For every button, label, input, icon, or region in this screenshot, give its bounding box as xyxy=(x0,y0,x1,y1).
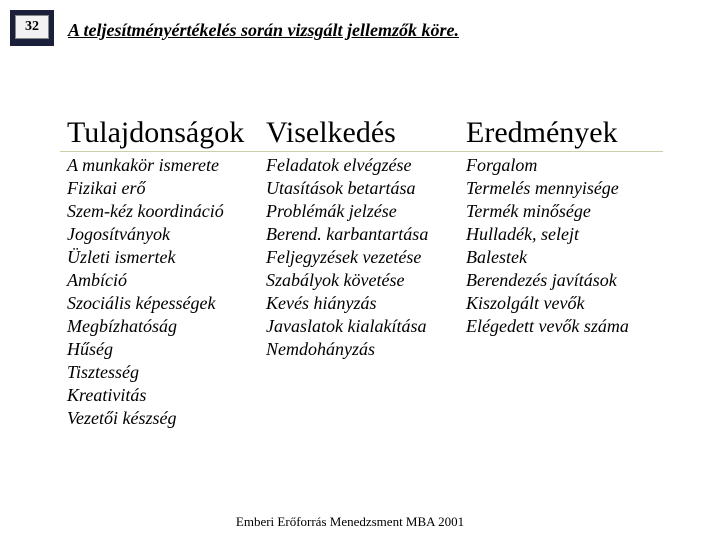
list-item: Hulladék, selejt xyxy=(466,224,579,244)
list-item: Hűség xyxy=(67,339,113,359)
list-item: Berendezés javítások xyxy=(466,270,617,290)
list-item: Termelés mennyisége xyxy=(466,178,619,198)
column-tulajdonsagok xyxy=(67,113,244,430)
list-item: Kiszolgált vevők xyxy=(466,293,585,313)
column-list xyxy=(466,154,629,338)
slide-title: A teljesítményértékelés során vizsgált jellemzők köre. xyxy=(68,20,459,40)
list-item: Feljegyzések vezetése xyxy=(266,247,422,267)
column-heading: Tulajdonságok xyxy=(67,116,245,149)
column-viselkedes xyxy=(266,113,428,361)
column-heading: Eredmények xyxy=(466,116,618,149)
list-item: Fizikai erő xyxy=(67,178,146,198)
list-item: Balestek xyxy=(466,247,527,267)
list-item: Utasítások betartása xyxy=(266,178,416,198)
slide-number-badge xyxy=(10,10,54,46)
list-item: Szociális képességek xyxy=(67,293,216,313)
list-item: A munkakör ismerete xyxy=(67,155,219,175)
list-item: Termék minősége xyxy=(466,201,591,221)
list-item: Üzleti ismertek xyxy=(67,247,176,267)
list-item: Elégedett vevők száma xyxy=(466,316,629,336)
slide-number: 32 xyxy=(15,15,49,39)
list-item: Megbízhatóság xyxy=(67,316,177,336)
footer-text: Emberi Erőforrás Menedzsment MBA 2001 xyxy=(235,514,465,529)
list-item: Forgalom xyxy=(466,155,538,175)
list-item: Nemdohányzás xyxy=(266,339,375,359)
list-item: Szabályok követése xyxy=(266,270,405,290)
list-item: Berend. karbantartása xyxy=(266,224,429,244)
list-item: Kevés hiányzás xyxy=(266,293,377,313)
list-item: Szem-kéz koordináció xyxy=(67,201,224,221)
column-heading: Viselkedés xyxy=(266,116,396,149)
column-eredmenyek xyxy=(466,113,629,338)
list-item: Ambíció xyxy=(67,270,127,290)
column-list xyxy=(266,154,428,361)
list-item: Javaslatok kialakítása xyxy=(266,316,427,336)
list-item: Jogosítványok xyxy=(67,224,170,244)
column-list xyxy=(67,154,244,430)
list-item: Vezetői készség xyxy=(67,408,177,428)
list-item: Tisztesség xyxy=(67,362,140,382)
list-item: Problémák jelzése xyxy=(266,201,397,221)
list-item: Feladatok elvégzése xyxy=(266,155,412,175)
list-item: Kreativitás xyxy=(67,385,147,405)
